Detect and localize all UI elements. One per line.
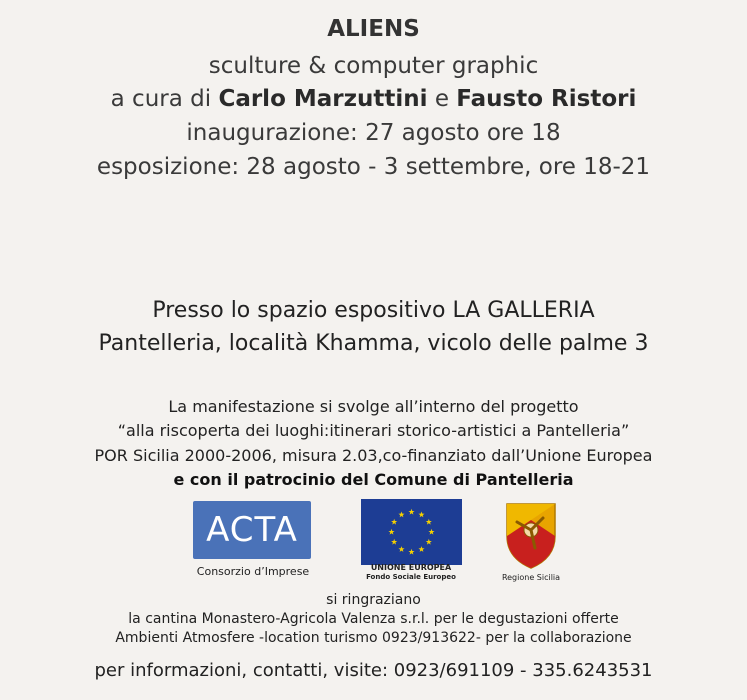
thanks-intro: si ringraziano <box>326 592 421 608</box>
eu-star-icon <box>398 511 404 517</box>
curators-line <box>0 86 747 112</box>
eu-star-icon <box>426 519 432 525</box>
venue-name: Presso lo spazio espositivo LA GALLERIA <box>152 298 595 323</box>
patronage: e con il patrocinio del Comune di Pantelleria <box>173 470 574 489</box>
eu-star-icon <box>418 546 424 552</box>
eu-star-icon <box>398 546 404 552</box>
eu-star-icon <box>418 511 424 517</box>
acta-logo <box>193 501 311 559</box>
acta-caption: Consorzio d’Imprese <box>196 565 310 578</box>
eu-star-icon <box>426 539 432 545</box>
eu-caption: UNIONE EUROPEA <box>370 563 452 572</box>
eu-stars-icon <box>361 499 462 565</box>
eu-star-icon <box>408 509 414 515</box>
curated-prefix: a cura di <box>110 86 212 112</box>
regione-sicilia-crest-icon <box>503 500 559 570</box>
curated-and: e <box>434 86 449 112</box>
exhibition-dates: esposizione: 28 agosto - 3 settembre, ore 18-21 <box>96 154 651 180</box>
acta-logo-text: ACTA <box>206 510 298 550</box>
sicilia-caption: Regione Sicilia <box>501 573 561 582</box>
eu-fund-caption: Fondo Sociale Europeo <box>366 573 456 581</box>
thanks-line-2: Ambienti Atmosfere -location turismo 0923/913622- per la collaborazione <box>115 630 632 646</box>
contact-info: per informazioni, contatti, visite: 0923/691109 - 335.6243531 <box>94 660 653 681</box>
venue-address: Pantelleria, località Khamma, vicolo delle palme 3 <box>98 331 649 356</box>
project-funding: POR Sicilia 2000-2006, misura 2.03,co-finanziato dall’Unione Europea <box>94 446 653 465</box>
thanks-line-1: la cantina Monastero-Agricola Valenza s.r.l. per le degustazioni offerte <box>128 611 619 627</box>
project-intro: La manifestazione si svolge all’interno del progetto <box>168 397 579 416</box>
curator-2: Fausto Ristori <box>456 86 637 112</box>
exhibition-subtitle: sculture & computer graphic <box>208 53 539 79</box>
opening-date: inaugurazione: 27 agosto ore 18 <box>186 120 561 146</box>
eu-star-icon <box>391 519 397 525</box>
eu-star-icon <box>388 529 394 535</box>
exhibition-title: ALIENS <box>327 16 420 42</box>
curator-1: Carlo Marzuttini <box>218 86 428 112</box>
eu-star-icon <box>428 529 434 535</box>
eu-star-icon <box>391 539 397 545</box>
eu-flag-logo <box>361 499 462 565</box>
project-name: “alla riscoperta dei luoghi:itinerari storico-artistici a Pantelleria” <box>117 421 630 440</box>
eu-star-icon <box>408 549 414 555</box>
